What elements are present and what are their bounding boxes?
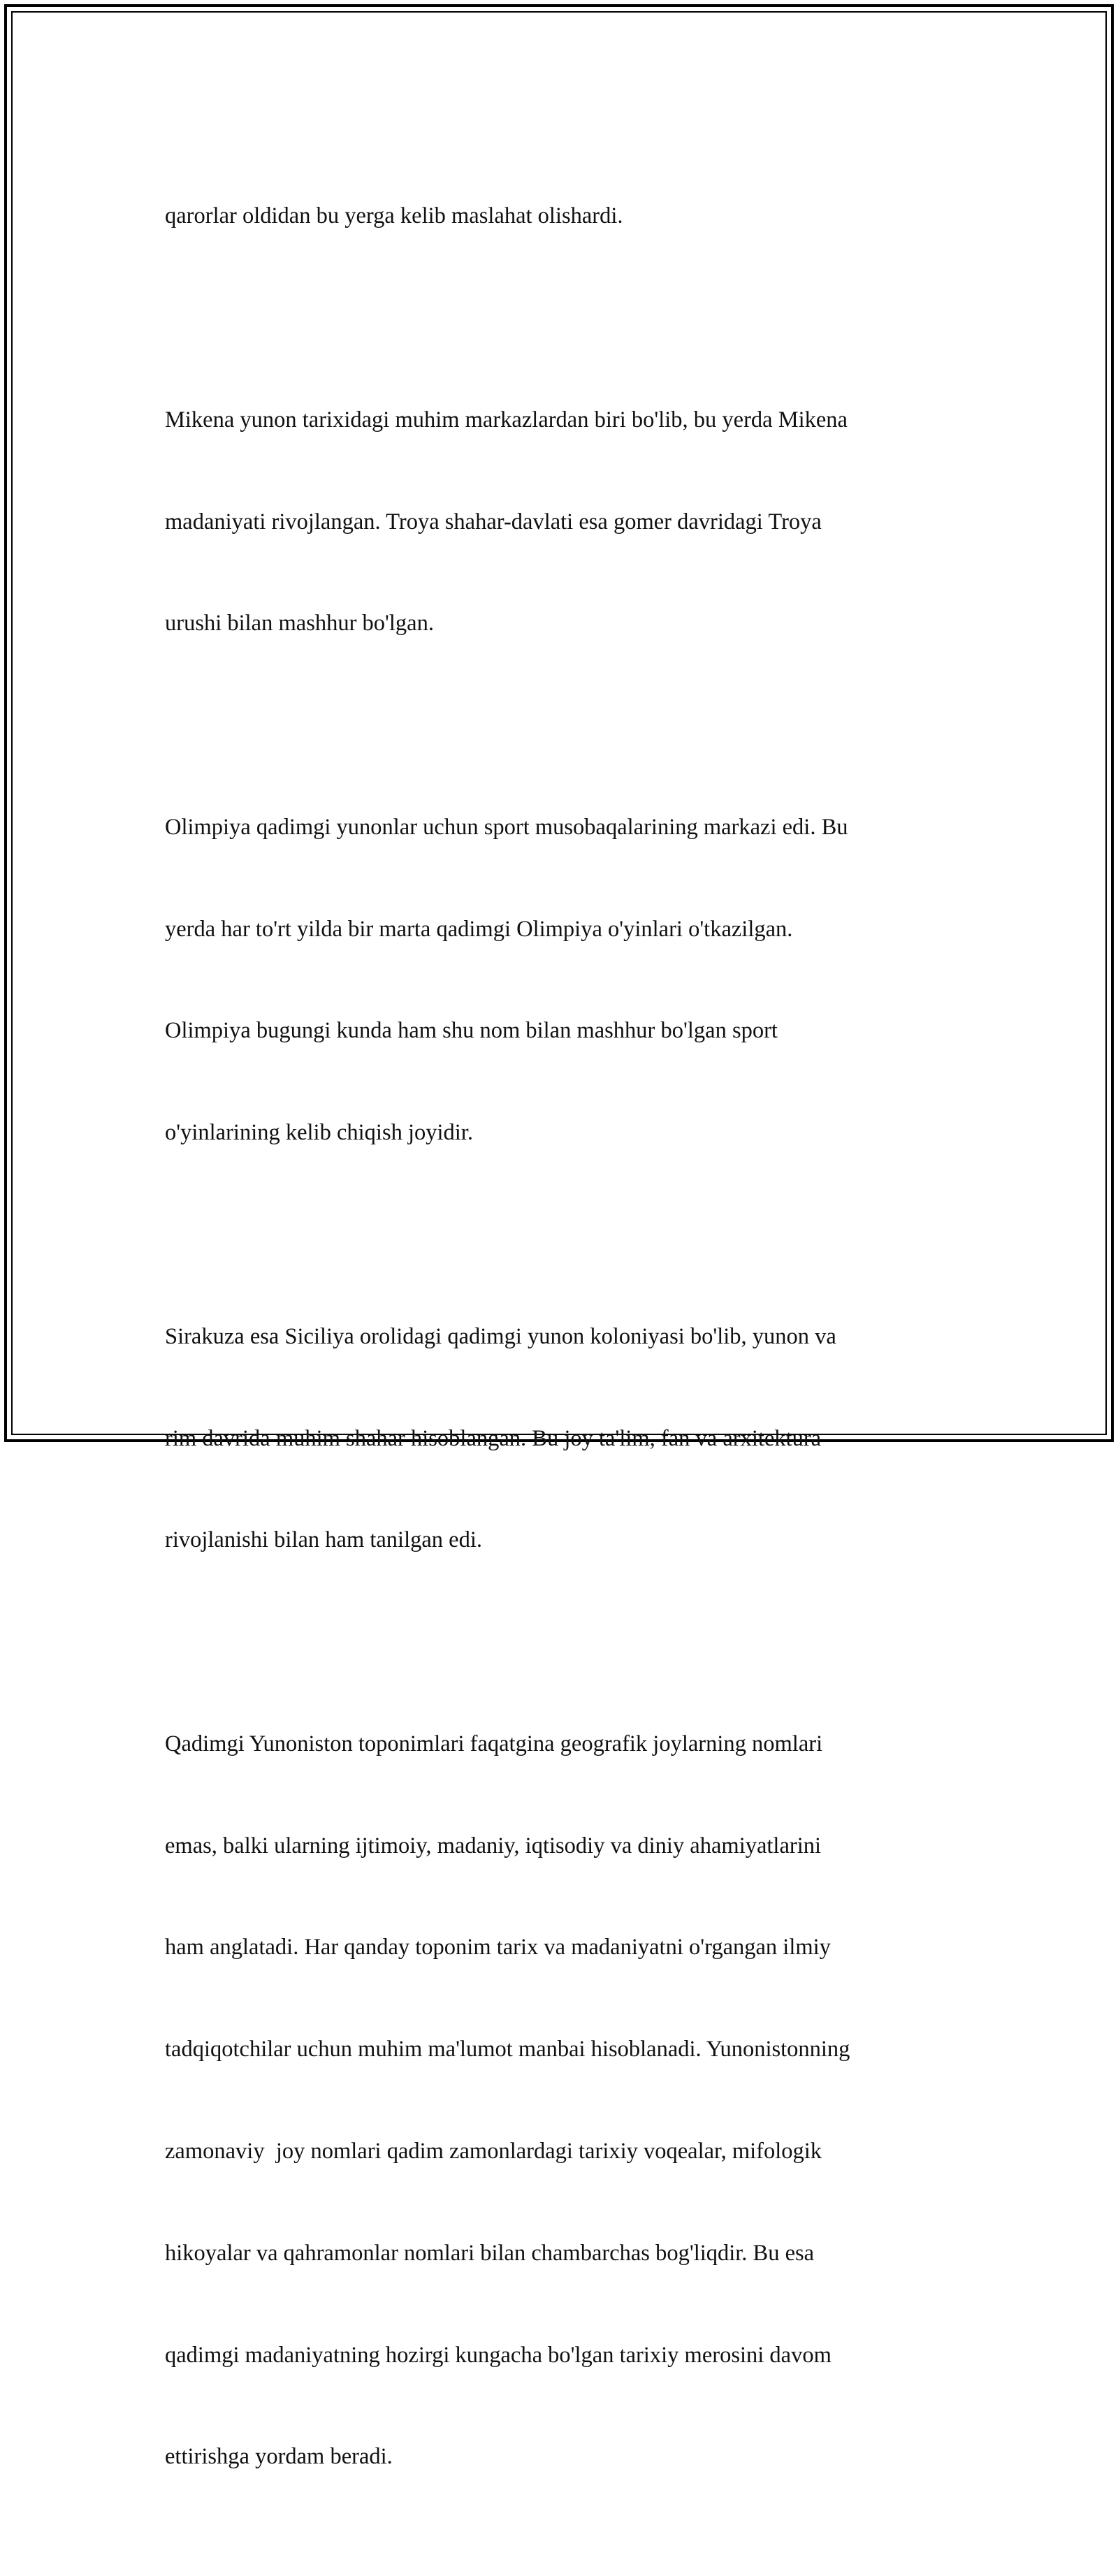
text-line: yerda har to'rt yilda bir marta qadimgi Olimpiya o'yinlari o'tkazilgan. xyxy=(165,916,793,942)
text-line: rivojlanishi bilan ham tanilgan edi. xyxy=(165,1527,483,1553)
paragraph-3 xyxy=(165,743,954,1218)
text-line: tadqiqotchilar uchun muhim ma'lumot manbai hisoblanadi. Yunonistonning xyxy=(165,2037,850,2062)
text-line: madaniyati rivojlangan. Troya shahar-davlati esa gomer davridagi Troya xyxy=(165,509,822,534)
document-body xyxy=(165,131,954,2576)
paragraph-5 xyxy=(165,1659,954,2542)
text-line: ham anglatadi. Har qanday toponim tarix va madaniyatni o'rgangan ilmiy xyxy=(165,1935,831,1960)
text-line: ettirishga yordam beradi. xyxy=(165,2444,393,2470)
text-line: qadimgi madaniyatning hozirgi kungacha bo'lgan tarixiy merosini davom xyxy=(165,2342,832,2368)
paragraph-2 xyxy=(165,335,954,709)
text-line: Olimpiya bugungi kunda ham shu nom bilan mashhur bo'lgan sport xyxy=(165,1018,778,1044)
text-line: hikoyalar va qahramonlar nomlari bilan chambarchas bog'liqdir. Bu esa xyxy=(165,2240,815,2266)
paragraph-1 xyxy=(165,131,954,301)
text-line: urushi bilan mashhur bo'lgan. xyxy=(165,611,434,636)
text-line: rim davrida muhim shahar hisoblangan. Bu joy ta'lim, fan va arxitektura xyxy=(165,1425,822,1451)
text-line: o'yinlarining kelib chiqish joyidir. xyxy=(165,1120,473,1146)
text-line: zamonaviy joy nomlari qadim zamonlardagi tarixiy voqealar, mifologik xyxy=(165,2139,822,2164)
text-line: qarorlar oldidan bu yerga kelib maslahat olishardi. xyxy=(165,203,623,229)
text-line: emas, balki ularning ijtimoiy, madaniy, iqtisodiy va diniy ahamiyatlarini xyxy=(165,1833,822,1858)
text-line: Mikena yunon tarixidagi muhim markazlardan biri bo'lib, bu yerda Mikena xyxy=(165,407,848,432)
paragraph-4 xyxy=(165,1252,954,1626)
text-line: Qadimgi Yunoniston toponimlari faqatgina geografik joylarning nomlari xyxy=(165,1731,823,1756)
text-line: Olimpiya qadimgi yunonlar uchun sport musobaqalarining markazi edi. Bu xyxy=(165,814,848,840)
text-line: Sirakuza esa Siciliya orolidagi qadimgi yunon koloniyasi bo'lib, yunon va xyxy=(165,1323,836,1349)
